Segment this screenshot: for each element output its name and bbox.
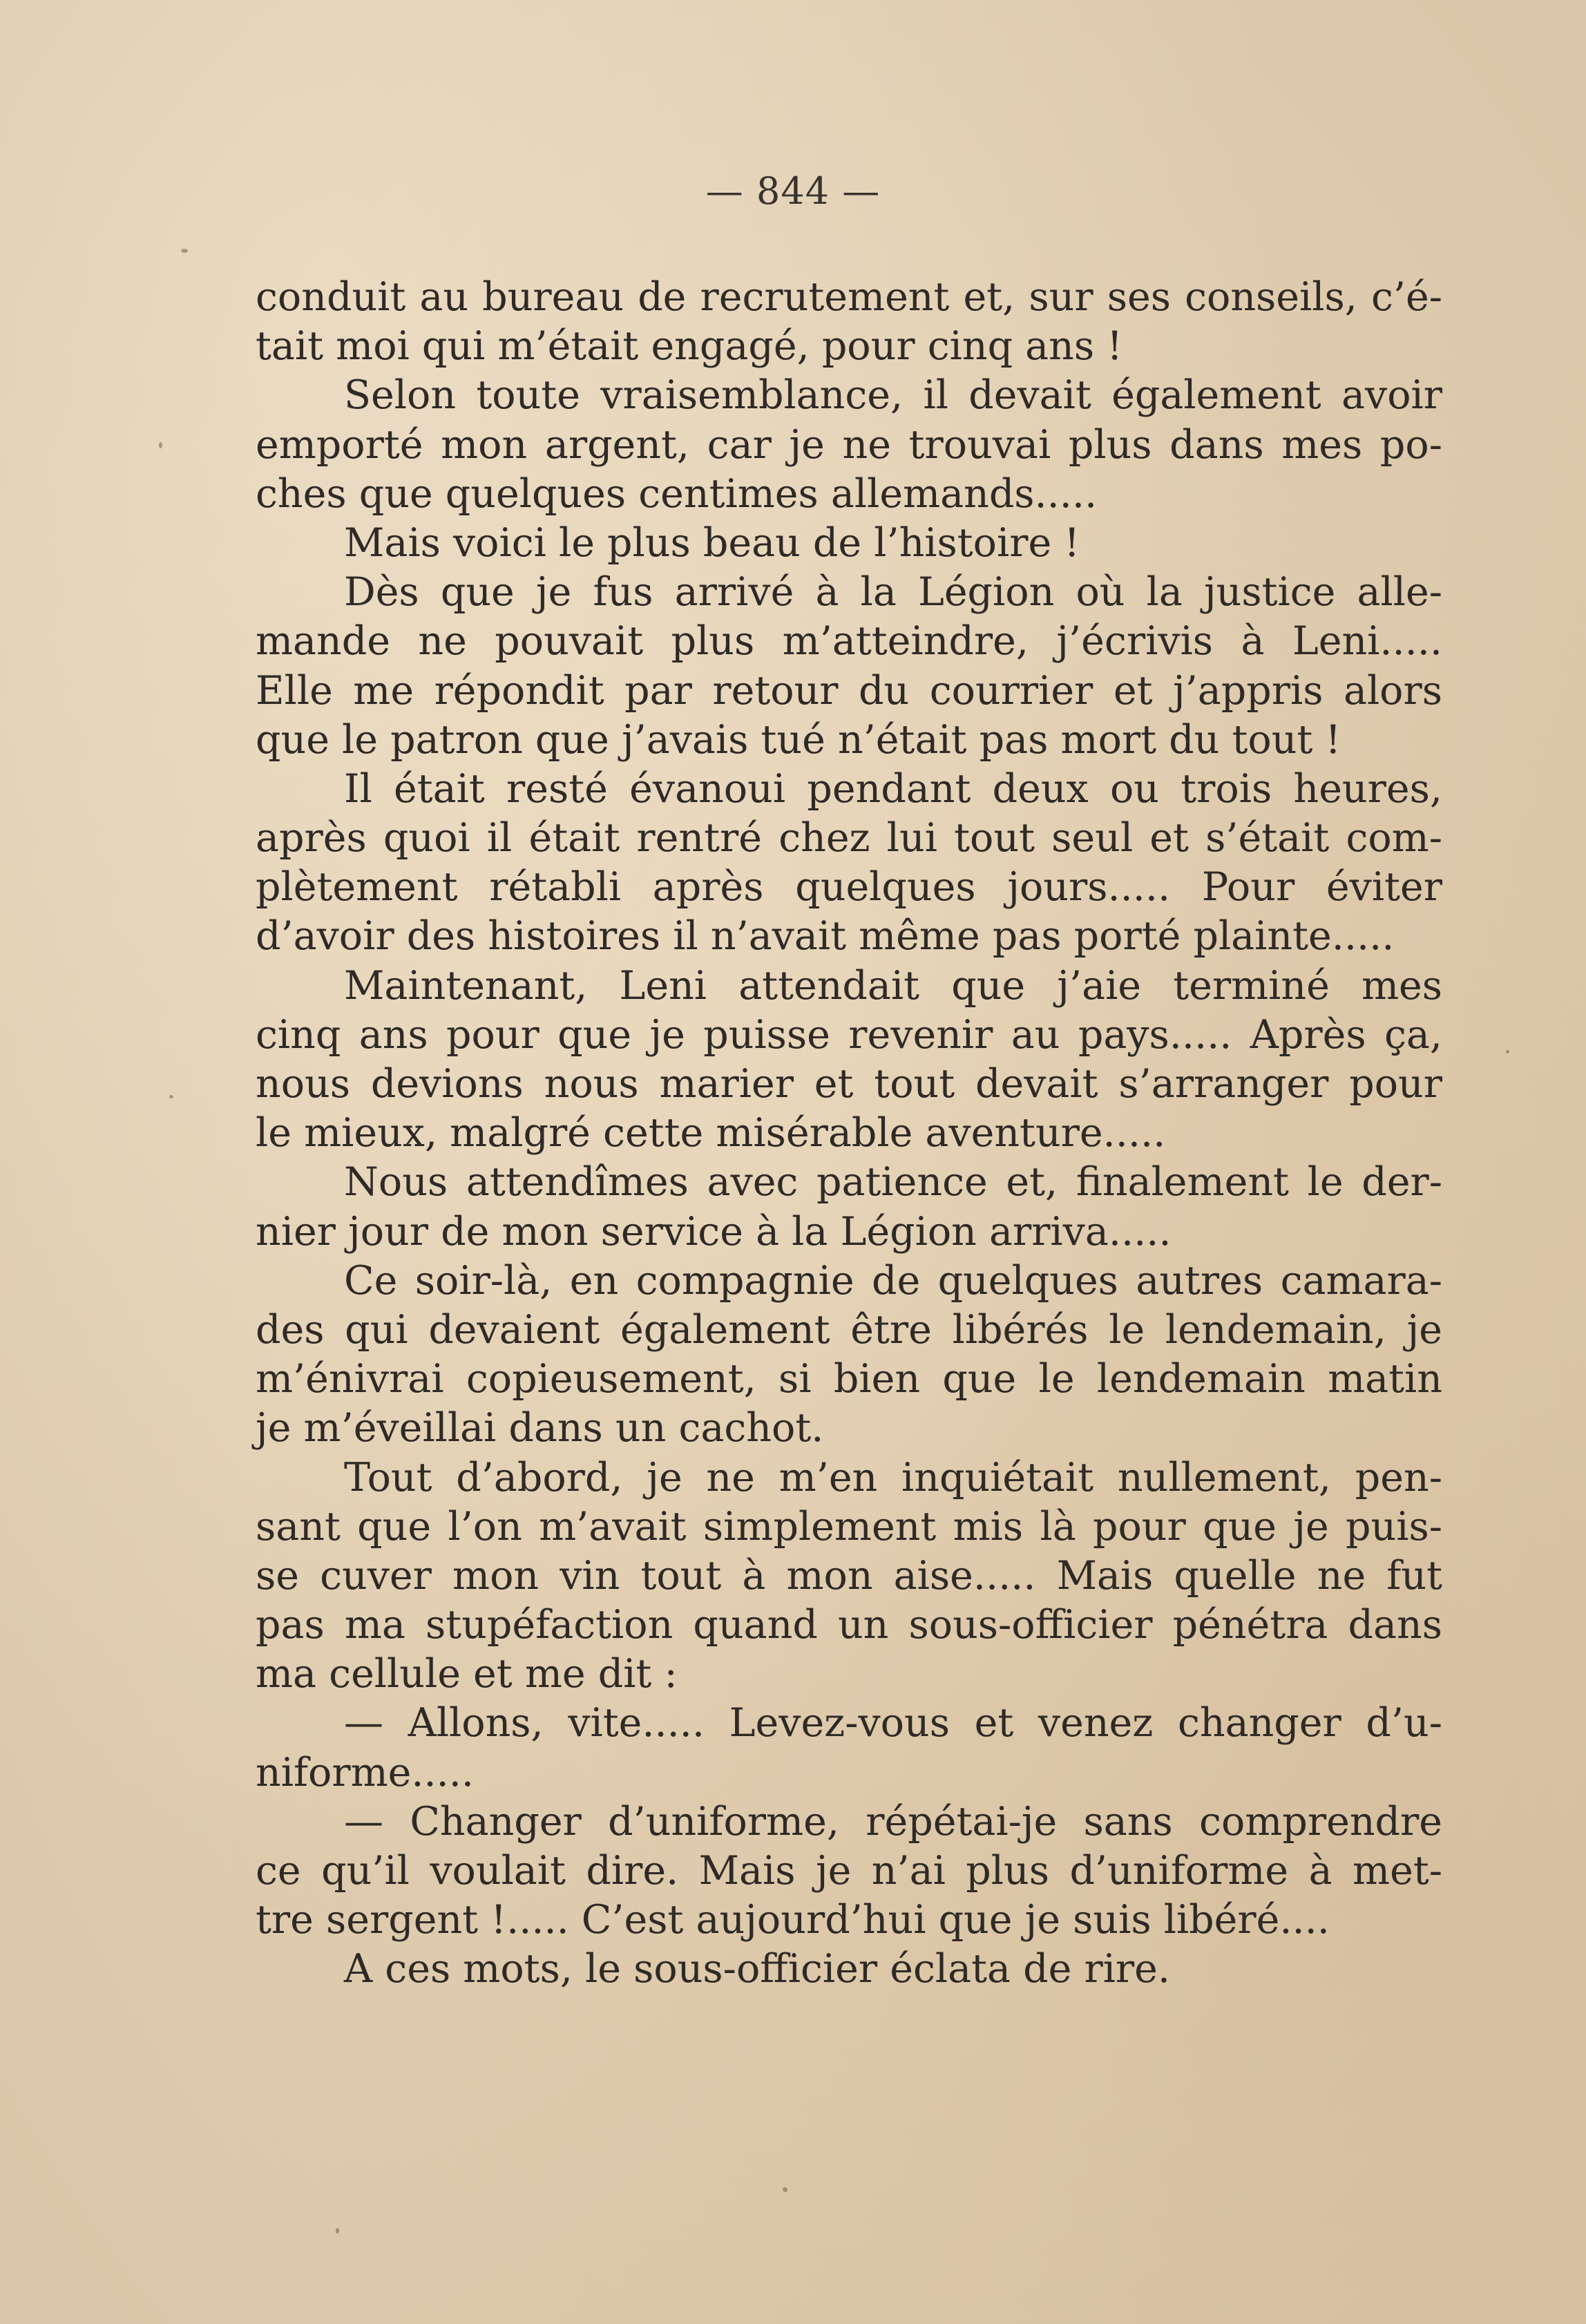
text-line: nier jour de mon service à la Légion arriva.....: [256, 1208, 1172, 1255]
page-number: — 844 —: [705, 169, 881, 213]
text-line: Tout d’abord, je ne m’en inquiétait nullement, pen-: [344, 1454, 1442, 1501]
text-line: Mais voici le plus beau de l’histoire !: [344, 520, 1080, 566]
text-line: plètement rétabli après quelques jours..... Pour éviter: [256, 864, 1442, 911]
paper-speck: [159, 442, 162, 448]
text-line: sant que l’on m’avait simplement mis là pour que je puis-: [256, 1503, 1442, 1550]
text-line: m’énivrai copieusement, si bien que le lendemain matin: [256, 1356, 1442, 1402]
text-line: après quoi il était rentré chez lui tout seul et s’était com-: [256, 815, 1442, 861]
text-line: A ces mots, le sous-officier éclata de rire.: [344, 1946, 1171, 1992]
text-line: Dès que je fus arrivé à la Légion où la justice alle-: [344, 569, 1442, 616]
text-line: pas ma stupéfaction quand un sous-officier pénétra dans: [256, 1602, 1442, 1648]
text-line: Nous attendîmes avec patience et, finalement le der-: [344, 1159, 1442, 1206]
text-line: emporté mon argent, car je ne trouvai plus dans mes po-: [256, 421, 1442, 468]
paper-speck: [783, 2187, 787, 2192]
text-line: ches que quelques centimes allemands.....: [256, 470, 1098, 517]
text-line: des qui devaient également être libérés le lendemain, je: [256, 1306, 1442, 1353]
text-line: je m’éveillai dans un cachot.: [256, 1405, 824, 1451]
text-line: mande ne pouvait plus m’atteindre, j’écrivis à Leni.....: [256, 618, 1442, 665]
text-line: Maintenant, Leni attendait que j’aie terminé mes: [344, 962, 1442, 1009]
text-line: — Allons, vite..... Levez-vous et venez changer d’u-: [344, 1700, 1442, 1746]
text-line: nous devions nous marier et tout devait s’arranger pour: [256, 1061, 1442, 1107]
text-line: tait moi qui m’était engagé, pour cinq ans !: [256, 323, 1123, 370]
paper-speck: [181, 249, 188, 253]
text-line: conduit au bureau de recrutement et, sur ses conseils, c’é-: [256, 274, 1442, 320]
text-line: que le patron que j’avais tué n’était pas mort du tout !: [256, 716, 1341, 763]
text-line: Il était resté évanoui pendant deux ou trois heures,: [344, 765, 1442, 812]
text-line: cinq ans pour que je puisse revenir au pays..... Après ça,: [256, 1011, 1442, 1058]
text-line: Ce soir-là, en compagnie de quelques autres camara-: [344, 1257, 1442, 1304]
paper-speck: [169, 1095, 173, 1098]
paper-speck: [336, 2228, 339, 2233]
text-line: ce qu’il voulait dire. Mais je n’ai plus d’uniforme à met-: [256, 1848, 1442, 1894]
text-line: — Changer d’uniforme, répétai-je sans comprendre: [344, 1798, 1442, 1845]
text-line: tre sergent !..... C’est aujourd’hui que je suis libéré....: [256, 1897, 1330, 1943]
text-line: niforme.....: [256, 1749, 474, 1796]
text-line: d’avoir des histoires il n’avait même pas porté plainte.....: [256, 913, 1395, 960]
text-line: Elle me répondit par retour du courrier et j’appris alors: [256, 667, 1442, 714]
body-text: [256, 273, 1442, 1994]
text-line: Selon toute vraisemblance, il devait également avoir: [344, 372, 1442, 419]
text-line: le mieux, malgré cette misérable aventure.....: [256, 1110, 1166, 1156]
paper-speck: [1506, 1050, 1509, 1054]
text-line: se cuver mon vin tout à mon aise..... Mais quelle ne fut: [256, 1552, 1442, 1599]
text-line: ma cellule et me dit :: [256, 1651, 678, 1697]
